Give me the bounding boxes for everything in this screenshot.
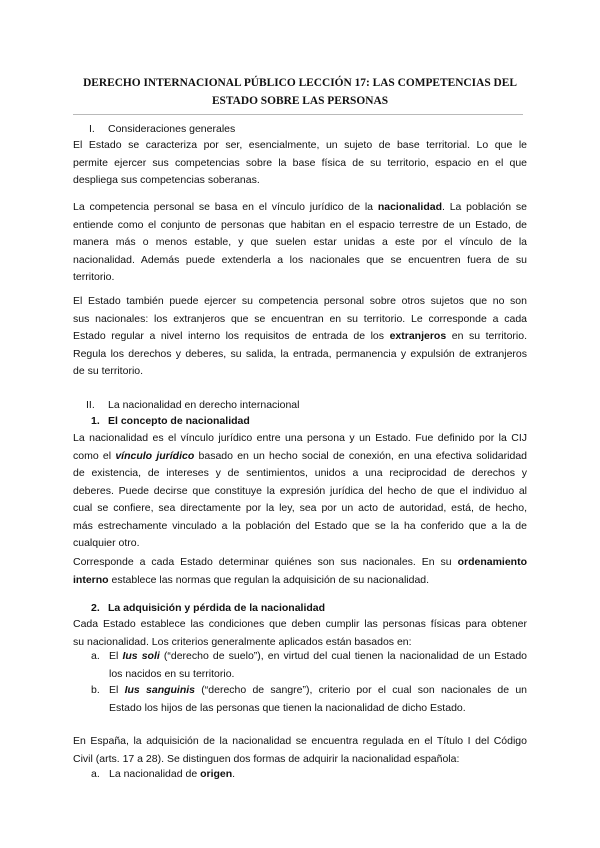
list-item-label: b. [91,684,100,696]
text-run: Estado regular a nivel interno los requisitos de entrada de los [73,330,390,342]
text-run: Corresponde a cada Estado determinar quiénes son sus nacionales. En su [73,556,458,568]
text-line: El Estado también puede ejercer su competencia personal sobre otros sujetos que no son [73,295,527,307]
text-line: Cada Estado establece las condiciones que deben cumplir las personas físicas para obtener [73,618,527,630]
text-line: más estrechamente vinculado a la población del Estado que se la ha conferido que a la de [73,519,527,532]
text-run: El [109,684,125,696]
text-run: basado en un hecho social de conexión, en una efectiva solidaridad [194,449,527,462]
bold-term-extranjeros: extranjeros [389,330,447,342]
bold-term-interno: interno [73,573,109,586]
text-run: El [109,650,123,662]
text-run: . [232,768,236,780]
text-line: de su territorio. [73,365,144,377]
paragraph-espana [73,733,527,768]
text-line: su nacionalidad. Los criterios generalmente aplicados están basados en: [73,635,412,648]
text-run: La competencia personal se basa en el vínculo jurídico de la [73,201,378,213]
text-line [109,766,527,784]
section-1-heading: Consideraciones generales [108,123,236,135]
bold-term-ius-soli: Ius soli [122,650,160,662]
paragraph-concepto-nacionalidad [73,430,527,553]
document-title [72,74,528,110]
list-item-label: a. [91,650,100,662]
section-1-number: I. [89,123,95,135]
bold-term-origen: origen [200,768,233,780]
text-run: (“derecho de sangre”), criterio por el cual son nacionales de un [195,684,527,696]
subsection-1-heading: El concepto de nacionalidad [108,415,250,427]
text-line [109,648,527,666]
subsection-2-number: 2. [91,602,100,614]
bold-term-nacionalidad: nacionalidad [377,201,442,213]
list-item-ius-soli [109,648,527,683]
text-run: (“derecho de suelo”), en virtud del cual tienen la nacionalidad de un Estado [159,650,527,662]
text-line: de existencia, de intereses y de sentimientos, unidos a una reciprocidad de derechos y [73,467,527,479]
text-line [73,199,527,217]
text-line: territorio. [73,271,115,283]
text-line: nacionalidad. Además puede extenderla a los nacionales que se encuentren fuera de su [73,253,527,266]
text-run: establece las normas que regulan la adquisición de su nacionalidad. [108,573,430,586]
bold-term-ordenamiento: ordenamiento [457,556,527,568]
text-line: Regula los derechos y deberes, su salida, la entrada, permanencia y expulsión de extranjeros [73,347,527,360]
text-line: deberes. Puede decirse que constituye la expresión jurídica del hecho de que el individuo al [73,484,527,497]
text-run: en su territorio. [446,330,527,342]
paragraph-competencia-personal [73,199,527,287]
text-line [73,554,527,572]
text-line [109,682,527,700]
text-line: El Estado se caracteriza por ser, esencialmente, un sujeto de base territorial. Lo que le [73,139,527,151]
text-line: En España, la adquisición de la nacionalidad se encuentra regulada en el Título I del Código [73,735,527,747]
text-line: los nacidos en su territorio. [109,667,235,680]
bold-term-vinculo-juridico: vínculo jurídico [115,449,195,462]
text-line [73,328,527,346]
text-run: como el [73,449,116,462]
title-line-2: ESTADO SOBRE LAS PERSONAS [211,95,389,107]
text-line: sus nacionales: los extranjeros que se encuentran en su territorio. Le corresponde a cada [73,312,527,325]
text-line: permite ejercer sus competencias sobre la base física de su territorio, espacio en el que [73,156,527,169]
bold-term-ius-sanguinis: Ius sanguinis [124,684,196,696]
list-item-label: a. [91,768,100,780]
paragraph-extranjeros [73,293,527,381]
list-item-ius-sanguinis [109,682,527,717]
section-2-heading: La nacionalidad en derecho internacional [108,399,300,411]
section-2-number: II. [86,399,95,411]
paragraph-criterios [73,616,527,651]
text-line [73,572,527,590]
text-line [73,448,527,466]
text-line: cualquier otro. [73,537,140,549]
text-line: cual se confiere, sea directamente por la ley, sea por un acto de autoridad, está, de hecho, [73,502,527,514]
text-run: . La población se [442,201,527,213]
paragraph-ordenamiento-interno [73,554,527,589]
paragraph-territorial [73,137,527,190]
text-line: La nacionalidad es el vínculo jurídico entre una persona y un Estado. Fue definido por la CIJ [73,432,527,444]
text-line: despliega sus competencias soberanas. [73,174,260,186]
title-line-1: DERECHO INTERNACIONAL PÚBLICO LECCIÓN 17: LAS COMPETENCIAS DEL [83,77,517,89]
text-line: entiende como el conjunto de personas que habitan en el espacio terrestre de un Estado, de [73,218,527,231]
text-line: Civil (arts. 17 a 28). Se distinguen dos formas de adquirir la nacionalidad española: [73,752,460,765]
text-run: La nacionalidad de [109,768,201,780]
subsection-1-number: 1. [91,415,100,427]
title-divider [73,114,523,115]
list-item-origen [109,766,527,784]
text-line: manera más o menos estable, y que suelen estar unidas a este por el vínculo de la [73,236,527,248]
subsection-2-heading: La adquisición y pérdida de la nacionalidad [108,602,326,614]
text-line: Estado los hijos de las personas que tienen la nacionalidad de dicho Estado. [109,701,466,714]
